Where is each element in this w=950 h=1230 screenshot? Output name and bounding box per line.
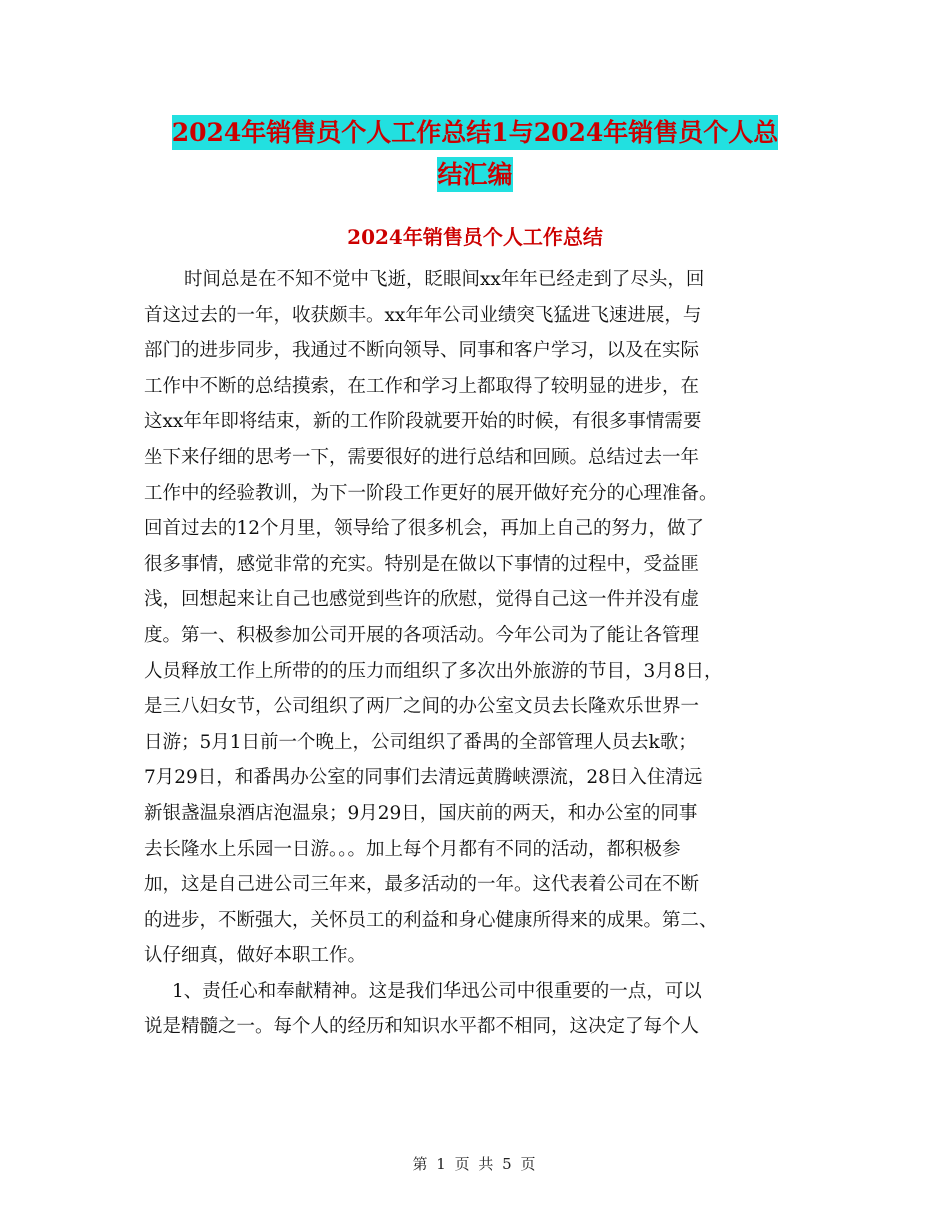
- text-line: 新银盏温泉酒店泡温泉；9月29日，国庆前的两天，和办公室的同事: [144, 802, 698, 824]
- section-title: 2024年销售员个人工作总结: [347, 225, 603, 249]
- text-line: 时间总是在不知不觉中飞逝，眨眼间xx年年已经走到了尽头，回: [184, 269, 705, 290]
- text-line: 很多事情，感觉非常的充实。特别是在做以下事情的过程中，受益匪: [144, 553, 700, 575]
- text-line: 人员释放工作上所带的的压力而组织了多次出外旅游的节目，3月8日，: [144, 660, 723, 682]
- text-line: 加，这是自己进公司三年来，最多活动的一年。这代表着公司在不断: [144, 874, 700, 896]
- text-line: 的进步，不断强大，关怀员工的利益和身心健康所得来的成果。第二、: [144, 909, 718, 931]
- text-line: 工作中不断的总结摸索，在工作和学习上都取得了较明显的进步，在: [144, 375, 700, 397]
- text-line: 首这过去的一年，收获颇丰。xx年年公司业绩突飞猛进飞速进展，与: [144, 304, 702, 326]
- document-title: [0, 112, 950, 196]
- title-line-2: 结汇编: [437, 157, 512, 192]
- text-line: 浅，回想起来让自己也感觉到些许的欣慰，觉得自己这一件并没有虚: [144, 589, 700, 611]
- text-line: 工作中的经验教训，为下一阶段工作更好的展开做好充分的心理准备。: [144, 482, 718, 504]
- text-line: 说是精髓之一。每个人的经历和知识水平都不相同，这决定了每个人: [144, 1016, 700, 1038]
- text-line: 坐下来仔细的思考一下，需要很好的进行总结和回顾。总结过去一年: [144, 446, 700, 468]
- text-line: 1、责任心和奉献精神。这是我们华迅公司中很重要的一点，可以: [172, 980, 702, 1002]
- text-line: 度。第一、积极参加公司开展的各项活动。今年公司为了能让各管理: [144, 624, 700, 646]
- title-line-1: 2024年销售员个人工作总结1与2024年销售员个人总: [172, 115, 779, 150]
- text-line: 认仔细真，做好本职工作。: [144, 945, 367, 967]
- text-line: 部门的进步同步，我通过不断向领导、同事和客户学习，以及在实际: [144, 340, 700, 362]
- text-line: 这xx年年即将结束，新的工作阶段就要开始的时候，有很多事情需要: [144, 411, 702, 433]
- text-line: 回首过去的12个月里，领导给了很多机会，再加上自己的努力，做了: [144, 518, 705, 540]
- text-line: 日游；5月1日前一个晚上，公司组织了番禺的全部管理人员去k歌；: [144, 731, 697, 753]
- body-text: [144, 262, 809, 1045]
- text-line: 7月29日，和番禺办公室的同事们去清远黄腾峡漂流，28日入住清远: [144, 767, 703, 789]
- page-indicator: 第 1 页 共 5 页: [412, 1155, 538, 1173]
- text-line: 去长隆水上乐园一日游。。。加上每个月都有不同的活动，都积极参: [144, 838, 681, 860]
- text-line: 是三八妇女节，公司组织了两厂之间的办公室文员去长隆欢乐世界一: [144, 696, 700, 718]
